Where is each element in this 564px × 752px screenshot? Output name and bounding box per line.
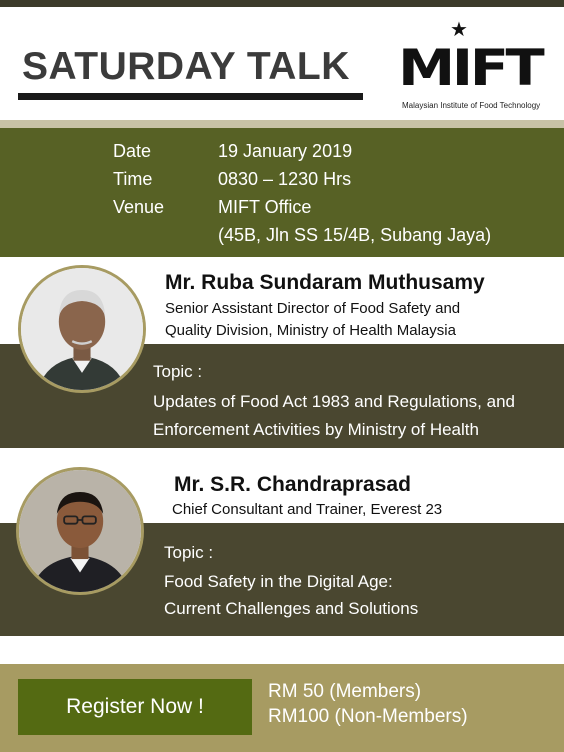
register-now-button[interactable]: Register Now ! xyxy=(18,679,252,735)
speaker-1-topic-line-1: Updates of Food Act 1983 and Regulations, and xyxy=(153,392,515,411)
speaker-1-topic-line-2: Enforcement Activities by Ministry of Health xyxy=(153,420,479,439)
star-icon: ★ xyxy=(450,19,468,41)
speaker-2-role: Chief Consultant and Trainer, Everest 23 xyxy=(172,501,443,518)
top-border xyxy=(0,0,564,7)
speaker-1-name: Mr. Ruba Sundaram Muthusamy xyxy=(165,271,485,294)
price-non-members: RM100 (Non-Members) xyxy=(268,706,468,727)
speaker-1-role-line-2: Quality Division, Ministry of Health Malaysia xyxy=(165,322,456,339)
speaker-1-topic-label: Topic : xyxy=(153,362,203,381)
venue-value-line-1: MIFT Office xyxy=(218,197,312,217)
spacer xyxy=(0,636,564,664)
speaker-2-topic-line-2: Current Challenges and Solutions xyxy=(164,599,419,618)
speaker-2-topic-label: Topic : xyxy=(164,543,214,562)
speaker-2-topic-line-1: Food Safety in the Digital Age: xyxy=(164,572,393,591)
logo-subtitle: Malaysian Institute of Food Technology xyxy=(402,101,541,110)
speaker-1-photo xyxy=(18,265,146,393)
mift-logo xyxy=(398,21,548,111)
speaker-1-portrait xyxy=(21,268,143,390)
date-value: 19 January 2019 xyxy=(218,141,353,161)
venue-value-line-2: (45B, Jln SS 15/4B, Subang Jaya) xyxy=(218,225,492,245)
page-title: SATURDAY TALK xyxy=(22,45,350,88)
registration-footer xyxy=(0,664,564,752)
speaker-2-photo xyxy=(16,467,144,595)
divider-bar xyxy=(0,120,564,128)
logo-text: MIFT xyxy=(398,39,542,97)
speaker-2-name: Mr. S.R. Chandraprasad xyxy=(174,473,411,496)
venue-label: Venue xyxy=(113,197,165,217)
speaker-2-portrait xyxy=(19,470,141,592)
title-underline xyxy=(18,93,363,100)
event-details xyxy=(0,128,564,257)
date-label: Date xyxy=(113,141,152,161)
time-value: 0830 – 1230 Hrs xyxy=(218,169,352,189)
time-label: Time xyxy=(113,169,153,189)
header xyxy=(0,7,564,120)
price-members: RM 50 (Members) xyxy=(268,681,422,702)
speaker-1-role-line-1: Senior Assistant Director of Food Safety and xyxy=(165,300,461,317)
